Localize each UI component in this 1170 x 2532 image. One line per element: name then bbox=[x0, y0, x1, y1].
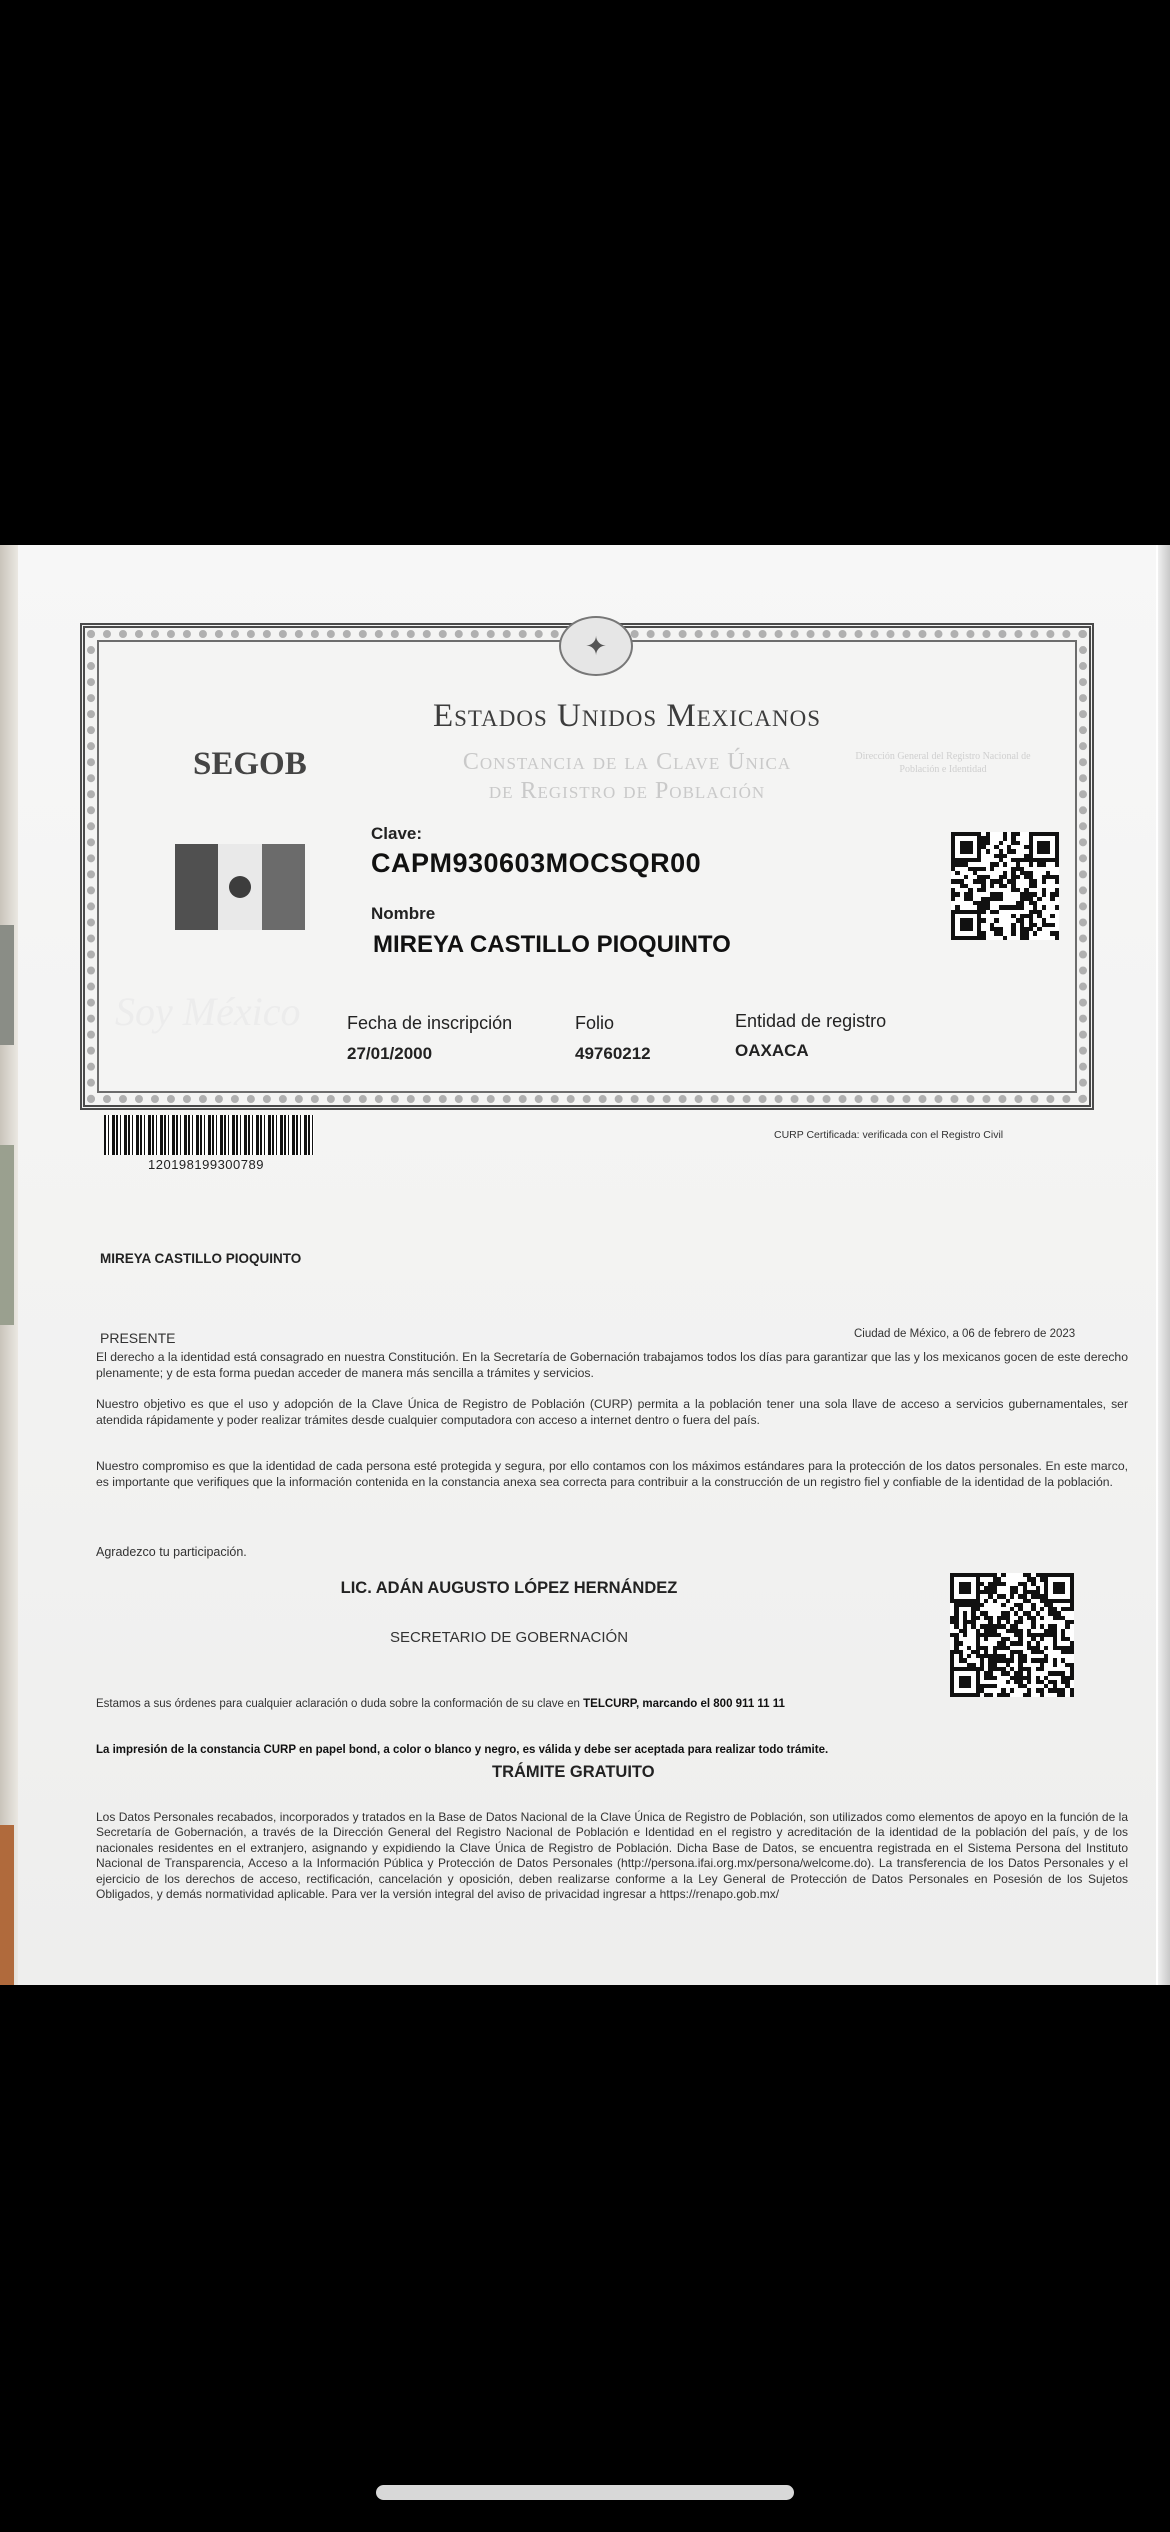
document-title: Constancia de la Clave Única de Registro de Población bbox=[462, 749, 792, 804]
curp-document bbox=[18, 545, 1156, 1985]
country-title: Estados Unidos Mexicanos bbox=[432, 698, 821, 734]
barcode-icon bbox=[104, 1115, 314, 1155]
curp-certificada-text: CURP Certificada: verificada con el Registro Civil bbox=[774, 1129, 1004, 1141]
folio-label: Folio bbox=[575, 1013, 615, 1033]
nombre-value: MIREYA CASTILLO PIOQUINTO bbox=[373, 931, 731, 958]
issuer-text: Dirección General del Registro Nacional de Población e Identidad bbox=[855, 751, 1031, 775]
paragraph-2: Nuestro objetivo es que el uso y adopción de la Clave Única de Registro de Población (CURP) permita a la población tener una sola llave de acceso a servicios gubernamentales, ser atendida rápidamente y poder realizar trámites desde cualquier computadora con acceso a internet dentro o fuera del país. bbox=[96, 1397, 1128, 1427]
entidad-value: OAXACA bbox=[735, 1041, 809, 1060]
certificate-frame bbox=[80, 623, 1094, 1110]
home-indicator[interactable] bbox=[376, 2485, 794, 2500]
signer-name: LIC. ADÁN AUGUSTO LÓPEZ HERNÁNDEZ bbox=[340, 1579, 678, 1597]
watermark: Soy México bbox=[115, 989, 301, 1034]
barcode-number: 120198199300789 bbox=[148, 1157, 264, 1172]
letter-date: Ciudad de México, a 06 de febrero de 2023 bbox=[854, 1328, 1076, 1340]
paragraph-1: El derecho a la identidad está consagrado en nuestra Constitución. En la Secretaría de Gobernación trabajamos todos los días para garantizar que las y los mexicanos gocen de este derecho plenamente; y de esta forma puedan acceder de manera más sencilla a trámites y servicios. bbox=[96, 1350, 1128, 1380]
signer-title: SECRETARIO DE GOBERNACIÓN bbox=[389, 1629, 629, 1646]
nombre-label: Nombre bbox=[371, 904, 436, 923]
presente-label: PRESENTE bbox=[100, 1330, 176, 1346]
folio-value: 49760212 bbox=[575, 1044, 651, 1063]
fecha-value: 27/01/2000 bbox=[347, 1044, 433, 1063]
eagle-seal-icon: ✦ bbox=[559, 616, 633, 676]
privacy-notice: Los Datos Personales recabados, incorporados y tratados en la Base de Datos Nacional de la Clave Única de Registro de Población, son utilizados como elementos de apoyo en la función de la Secretaría de Gobernación, a través de la Dirección General del Registro Nacional de Población e Identidad en el registro y acreditación de la identidad de la población del país, y de los nacionales residentes en el extranjero, asignando y expidiendo la Clave Única de Registro de Población. Dicha Base de Datos, se encuentra registrada en el Sistema Persona del Instituto Nacional de Transparencia, Acceso a la Información Pública y Protección de Datos Personales (http://persona.ifai.org.mx/persona/welcome.do). La transferencia de los Datos Personales y el ejercicio de los derechos de acceso, rectificación, cancelación y oposición, deben realizarse conforme a la Ley General de Protección de Datos Personales en Posesión de los Sujetos Obligados, y demás normatividad aplicable. Para ver la versión integral del aviso de privacidad ingresar a https://renapo.gob.mx/ bbox=[96, 1810, 1128, 1902]
tramite-gratuito: TRÁMITE GRATUITO bbox=[492, 1763, 655, 1781]
clave-label: Clave: bbox=[371, 824, 423, 843]
agency-logo: SEGOB bbox=[193, 746, 307, 782]
contact-line: Estamos a sus órdenes para cualquier aclaración o duda sobre la conformación de su clave en TELCURP, marcando el 800 911 11 11 bbox=[96, 1698, 785, 1710]
qr-code-icon bbox=[950, 1573, 1074, 1697]
addressee: MIREYA CASTILLO PIOQUINTO bbox=[100, 1251, 302, 1266]
background-paper-edge-right bbox=[1158, 545, 1170, 1985]
fecha-label: Fecha de inscripción bbox=[347, 1013, 513, 1033]
clave-value: CAPM930603MOCSQR00 bbox=[371, 848, 702, 878]
paragraph-3: Nuestro compromiso es que la identidad de cada persona esté protegida y segura, por ello contamos con los máximos estándares para la protección de los datos personales. En este marco, es importante que verifiques que la información contenida en la constancia anexa sea correcta para contribuir a la construcción de un registro fiel y confiable de la identidad de la población. bbox=[96, 1459, 1128, 1489]
qr-code-icon bbox=[951, 832, 1059, 940]
thanks-text: Agradezco tu participación. bbox=[96, 1545, 247, 1559]
entidad-label: Entidad de registro bbox=[735, 1011, 887, 1031]
document-photo bbox=[0, 545, 1170, 1985]
mexican-flag-icon bbox=[175, 844, 305, 930]
print-validity-note: La impresión de la constancia CURP en papel bond, a color o blanco y negro, es válida y debe ser aceptada para realizar todo trámite. bbox=[96, 1744, 829, 1756]
background-paper-edge bbox=[0, 545, 18, 1985]
